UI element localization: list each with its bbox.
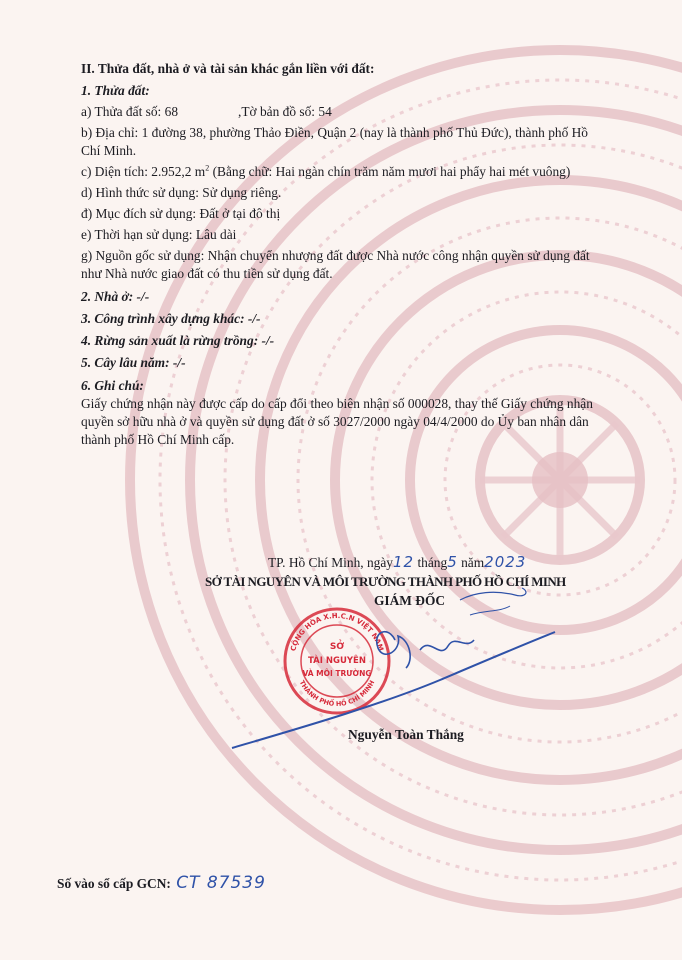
issuing-organization: SỞ TÀI NGUYÊN VÀ MÔI TRƯỜNG THÀNH PHỐ HỒ CHÍ MINH [205, 574, 566, 589]
issue-date [268, 553, 526, 571]
official-stamp [280, 605, 394, 717]
usage-origin-1: g) Nguồn gốc sử dụng: Nhận chuyển nhượng đất được Nhà nước công nhận quyền sử dụng đất [81, 248, 590, 263]
part6-title: 6. Ghi chú: [81, 378, 144, 393]
gcn-number: CT 87539 [176, 873, 266, 893]
month-label: tháng [414, 555, 448, 570]
stamp-line-3: VÀ MÔI TRƯỜNG [302, 669, 372, 678]
note-line-3: thành phố Hồ Chí Minh cấp. [81, 432, 235, 447]
part2-house: 2. Nhà ở: -/- [81, 289, 150, 304]
usage-form: d) Hình thức sử dụng: Sử dụng riêng. [81, 185, 282, 200]
area-suffix: (Bằng chữ: Hai ngàn chín trăm năm mươi hai phẩy hai mét vuông) [209, 164, 571, 179]
section-heading: II. Thửa đất, nhà ở và tài sản khác gắn liền với đất: [81, 61, 375, 76]
parcel-number: 68 [164, 104, 179, 119]
map-number: 54 [318, 104, 332, 119]
map-label: ,Tờ bản đồ số: [238, 104, 316, 119]
usage-origin-2: như Nhà nước giao đất có thu tiền sử dụng đất. [81, 266, 333, 281]
note-line-1: Giấy chứng nhận này được cấp do cấp đổi theo biên nhận số 000028, thay thế Giấy chứng nhận [81, 396, 593, 411]
gcn-label: Số vào sổ cấp GCN: [57, 876, 171, 891]
note-line-2: quyền sở hữu nhà ở và quyền sử dụng đất ở số 3027/2000 ngày 04/4/2000 do Ủy ban nhân dân [81, 414, 589, 429]
date-year: 2023 [484, 553, 527, 571]
area-sup: 2 [205, 163, 210, 173]
part5-trees: 5. Cây lâu năm: -/- [81, 355, 186, 370]
stamp-line-1: SỞ [329, 642, 345, 652]
address-line-2: Chí Minh. [81, 143, 137, 158]
parcel-line [81, 103, 675, 121]
year-label: năm [457, 555, 485, 570]
stamp-bottom-text: THÀNH PHỐ HỒ CHÍ MINH [297, 678, 377, 709]
usage-term: e) Thời hạn sử dụng: Lâu dài [81, 227, 237, 242]
part1-title: 1. Thửa đất: [81, 83, 150, 98]
stamp-ring-text: CỘNG HÒA X.H.C.N VIỆT NAM [289, 611, 385, 653]
date-month: 5 [447, 553, 458, 571]
stamp-line-2: TÀI NGUYÊN [308, 656, 366, 666]
part3-construction: 3. Công trình xây dựng khác: -/- [81, 311, 261, 326]
gcn-registry [57, 873, 266, 893]
date-day: 12 [393, 553, 415, 571]
area-line [81, 163, 675, 181]
parcel-label: a) Thửa đất số: [81, 104, 162, 119]
usage-purpose: đ) Mục đích sử dụng: Đất ở tại đô thị [81, 206, 281, 221]
part4-forest: 4. Rừng sản xuất là rừng trồng: -/- [81, 333, 275, 348]
date-prefix: TP. Hồ Chí Minh, ngày [268, 555, 393, 570]
address-line-1: b) Địa chỉ: 1 đường 38, phường Thảo Điền, Quận 2 (nay là thành phố Thủ Đức), thành phố Hồ [81, 125, 588, 140]
area-prefix: c) Diện tích: 2.952,2 m [81, 164, 206, 179]
signer-name: Nguyễn Toàn Thắng [348, 727, 464, 742]
director-title: GIÁM ĐỐC [374, 593, 446, 608]
